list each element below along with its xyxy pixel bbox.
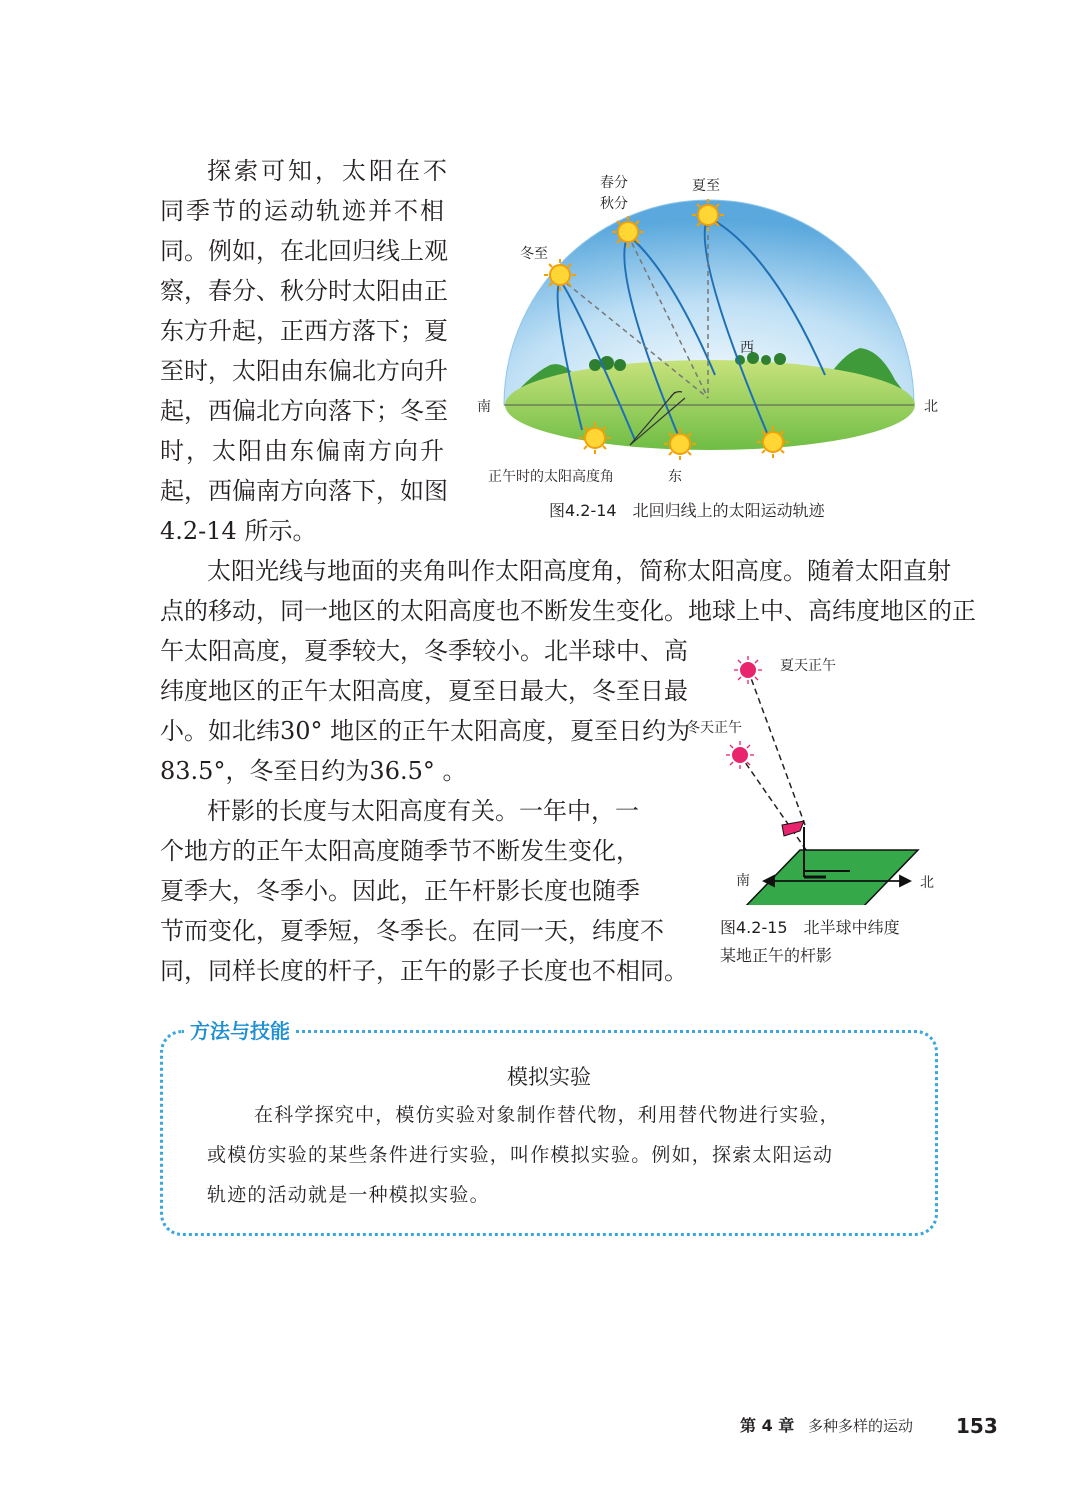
text-line: 同季节的运动轨迹并不相 — [160, 197, 446, 225]
method-text-line: 或模仿实验的某些条件进行实验，叫作模拟实验。例如，探索太阳运动 — [207, 1144, 834, 1166]
text-line: 点的移动，同一地区的太阳高度也不断发生变化。地球上中、高纬度地区的正 — [160, 597, 976, 625]
label-winter-noon: 冬天正午 — [686, 720, 742, 736]
text-line: 午太阳高度，夏季较大，冬季较小。北半球中、高 — [160, 637, 688, 665]
label-south: 南 — [736, 873, 750, 889]
summer-noon-sun-icon — [734, 656, 762, 684]
text-line: 同，同样长度的杆子，正午的影子长度也不相同。 — [160, 957, 688, 985]
text-line: 东方升起，正西方落下；夏 — [160, 317, 448, 345]
label-east: 东 — [668, 469, 682, 485]
text-line: 同。例如，在北回归线上观 — [160, 237, 448, 265]
flag-icon — [782, 821, 804, 836]
label-noon-angle: 正午时的太阳高度角 — [488, 469, 614, 485]
text-line: 个地方的正午太阳高度随季节不断发生变化， — [160, 837, 640, 865]
ground-plane — [742, 850, 918, 905]
text-line: 察，春分、秋分时太阳由正 — [160, 277, 448, 305]
text-line: 起，西偏北方向落下；冬至 — [160, 397, 448, 425]
sun-path-diagram — [470, 160, 950, 500]
text-line: 太阳光线与地面的夹角叫作太阳高度角，简称太阳高度。随着太阳直射 — [207, 557, 951, 585]
text-line: 时，太阳由东偏南方向升 — [160, 437, 446, 465]
label-summer-noon: 夏天正午 — [780, 658, 836, 674]
text-line: 探索可知，太阳在不 — [207, 157, 450, 185]
method-title: 模拟实验 — [507, 1065, 591, 1089]
text-line: 4.2-14 所示。 — [160, 517, 317, 545]
footer-chapter: 第 4 章 — [740, 1416, 795, 1435]
figure-caption-line: 某地正午的杆影 — [720, 946, 833, 965]
method-skill-tag: 方法与技能 — [184, 1016, 296, 1046]
label-winter-solstice: 冬至 — [520, 246, 548, 262]
label-west: 西 — [740, 340, 754, 356]
text-line: 节而变化，夏季短，冬季长。在同一天，纬度不 — [160, 917, 664, 945]
footer-chapter-title: 多种多样的运动 — [808, 1417, 914, 1435]
text-line: 小。如北纬30° 地区的正午太阳高度，夏至日约为 — [160, 717, 691, 745]
text-line: 夏季大，冬季小。因此，正午杆影长度也随季 — [160, 877, 640, 905]
label-autumn-equinox: 秋分 — [600, 196, 628, 212]
text-line: 83.5°，冬至日约为36.5° 。 — [160, 757, 467, 785]
winter-noon-sun-icon — [726, 741, 754, 769]
label-north: 北 — [920, 875, 934, 891]
figure-caption-line: 图4.2-15 北半球中纬度 — [720, 918, 900, 937]
text-line: 至时，太阳由东偏北方向升 — [160, 357, 448, 385]
text-line: 杆影的长度与太阳高度有关。一年中，一 — [207, 797, 639, 825]
label-north: 北 — [924, 399, 938, 415]
text-line: 纬度地区的正午太阳高度，夏至日最大，冬至日最 — [160, 677, 688, 705]
label-summer-solstice: 夏至 — [692, 178, 720, 194]
sun-rays — [740, 670, 820, 870]
text-line: 起，西偏南方向落下，如图 — [160, 477, 448, 505]
method-text-line: 在科学探究中，模仿实验对象制作替代物，利用替代物进行实验， — [254, 1104, 840, 1126]
label-south: 南 — [477, 399, 491, 415]
label-spring-equinox: 春分 — [600, 175, 628, 191]
method-text-line: 轨迹的活动就是一种模拟实验。 — [207, 1184, 490, 1206]
page-number: 153 — [956, 1414, 998, 1438]
figure-caption: 图4.2-14 北回归线上的太阳运动轨迹 — [549, 501, 825, 520]
pole-shadow-diagram — [720, 645, 930, 905]
